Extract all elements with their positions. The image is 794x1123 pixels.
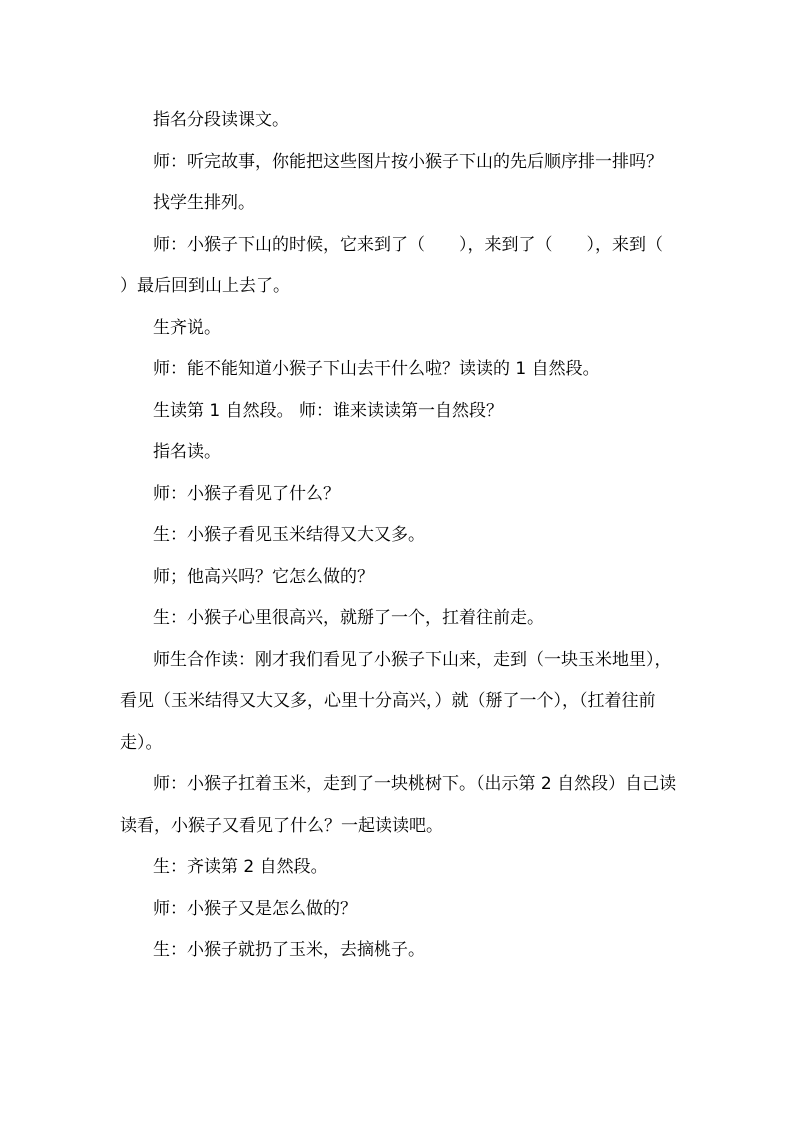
paragraph-6: 师：能不能知道小猴子下山去干什么啦？读读的 1 自然段。 (153, 359, 600, 379)
paragraph-10: 生：小猴子看见玉米结得又大又多。 (153, 525, 425, 545)
paragraph-12: 生：小猴子心里很高兴，就掰了一个，扛着往前走。 (153, 608, 544, 628)
paragraph-2: 师：听完故事，你能把这些图片按小猴子下山的先后顺序排一排吗？ (153, 151, 663, 172)
paragraph-5: 生齐说。 (153, 317, 221, 338)
paragraph-4: 师：小猴子下山的时候，它来到了（ ），来到了（ ），来到（ ）最后回到山上去了。 (120, 234, 697, 296)
paragraph-13: 师生合作读：刚才我们看见了小猴子下山来，走到（一块玉米地里），看见（玉米结得又大又多，心里十分高兴，）就（掰了一个），（扛着往前走）。 (120, 649, 672, 753)
paragraph-15: 生：齐读第 2 自然段。 (153, 857, 328, 877)
paragraph-16: 师：小猴子又是怎么做的？ (153, 898, 357, 919)
paragraph-11: 师；他高兴吗？它怎么做的？ (153, 566, 374, 587)
paragraph-7: 生读第 1 自然段。 师：谁来读读第一自然段？ (153, 400, 504, 421)
paragraph-14: 师：小猴子扛着玉米，走到了一块桃树下。（出示第 2 自然段）自己读读看，小猴子又看见了什么？一起读读吧。 (120, 774, 677, 836)
paragraph-9: 师：小猴子看见了什么？ (153, 483, 340, 504)
paragraph-1: 指名分段读课文。 (153, 110, 289, 130)
paragraph-8: 指名读。 (153, 442, 221, 462)
paragraph-3: 找学生排列。 (153, 193, 255, 213)
document-body (120, 100, 697, 972)
paragraph-17: 生：小猴子就扔了玉米，去摘桃子。 (153, 940, 425, 960)
